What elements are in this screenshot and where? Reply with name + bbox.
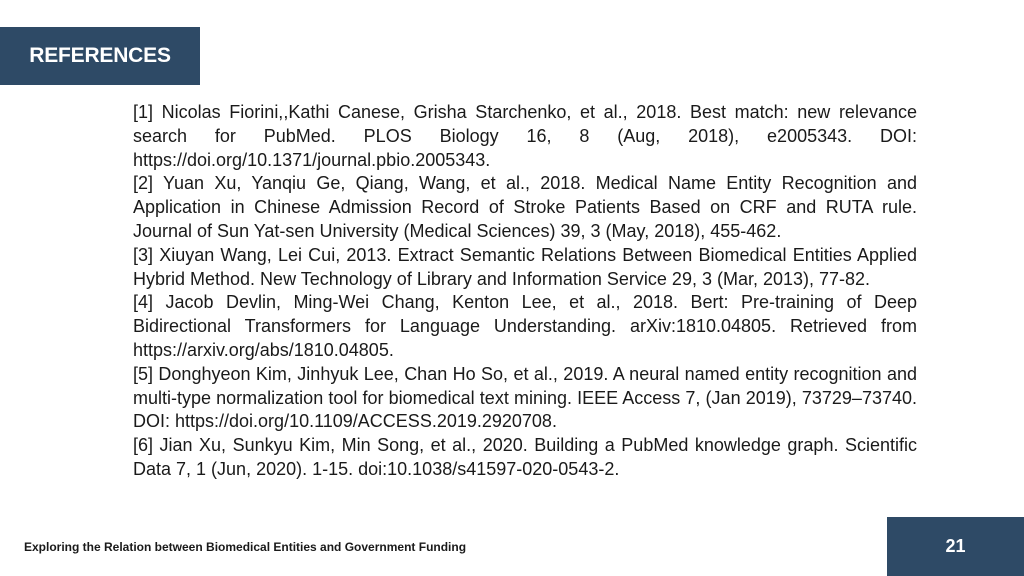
- footer-title: Exploring the Relation between Biomedical Entities and Government Funding: [24, 540, 467, 554]
- reference-item: [4] Jacob Devlin, Ming-Wei Chang, Kenton Lee, et al., 2018. Bert: Pre-training of Deep Bidirectional Transformers for Language Understanding. arXiv:1810.04805. Retrieved from https://arxiv.org/abs/1810.04805.: [133, 292, 917, 360]
- reference-item: [1] Nicolas Fiorini,,Kathi Canese, Grisha Starchenko, et al., 2018. Best match: new relevance search for PubMed. PLOS Biology 16, 8 (Aug, 2018), e2005343. DOI: https://doi.org/10.1371/journal.pbio.2005343.: [133, 102, 917, 170]
- title-banner: [0, 27, 200, 85]
- page-number-box: [887, 517, 1024, 576]
- page-number: 21: [945, 536, 966, 556]
- reference-item: [5] Donghyeon Kim, Jinhyuk Lee, Chan Ho So, et al., 2019. A neural named entity recognition and multi-type normalization tool for biomedical text mining. IEEE Access 7, (Jan 2019), 73729–73740. DOI: https://doi.org/10.1109/ACCESS.2019.2920708.: [133, 363, 917, 432]
- reference-item: [6] Jian Xu, Sunkyu Kim, Min Song, et al., 2020. Building a PubMed knowledge graph. Scientific Data 7, 1 (Jun, 2020). 1-15. doi:10.1038/s41597-020-0543-2.: [133, 435, 917, 479]
- reference-item: [3] Xiuyan Wang, Lei Cui, 2013. Extract Semantic Relations Between Biomedical Entities Applied Hybrid Method. New Technology of Library and Information Service 29, 3 (Mar, 2013), 77-82.: [133, 244, 917, 289]
- reference-list: [133, 101, 917, 482]
- slide-title: REFERENCES: [29, 44, 171, 67]
- reference-item: [2] Yuan Xu, Yanqiu Ge, Qiang, Wang, et al., 2018. Medical Name Entity Recognition and Application in Chinese Admission Record of Stroke Patients Based on CRF and RUTA rule. Journal of Sun Yat-sen University (Medical Sciences) 39, 3 (May, 2018), 455-462.: [133, 173, 917, 241]
